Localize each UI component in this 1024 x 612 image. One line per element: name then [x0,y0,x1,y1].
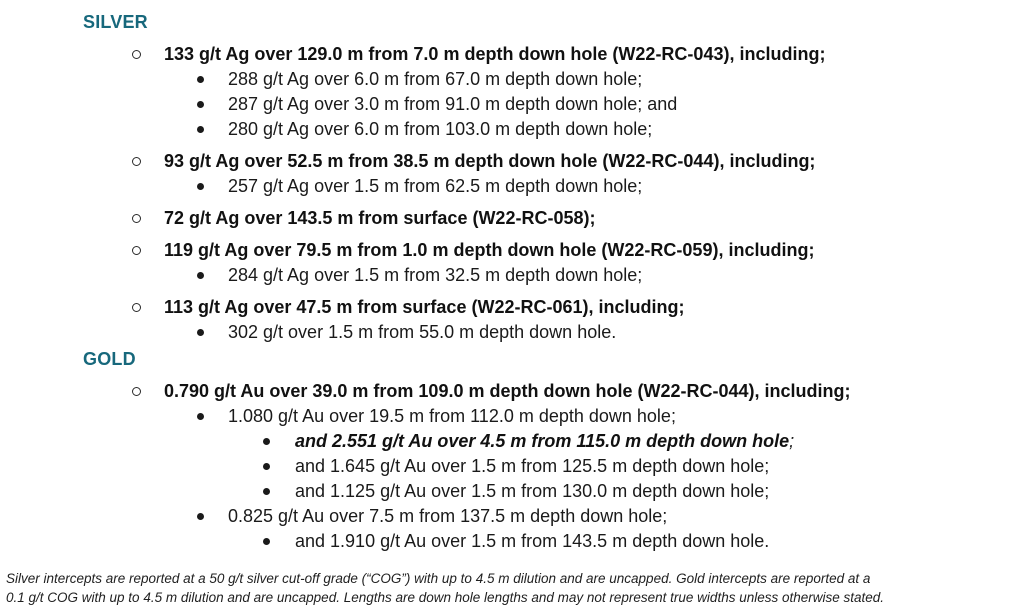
intercept-item [83,504,1016,529]
intercept-text: 257 g/t Ag over 1.5 m from 62.5 m depth down hole; [228,176,643,196]
intercept-text: 0.825 g/t Au over 7.5 m from 137.5 m depth down hole; [228,506,668,526]
circle-bullet-icon [132,246,141,255]
intercept-text: 284 g/t Ag over 1.5 m from 32.5 m depth down hole; [228,265,643,285]
intercept-item [83,429,1016,454]
disc-bullet-icon [263,488,270,495]
intercept-item [83,379,1016,404]
intercept-item [83,42,1016,67]
intercept-text: 0.790 g/t Au over 39.0 m from 109.0 m depth down hole (W22-RC-044), including; [164,381,851,401]
intercept-item [83,479,1016,504]
intercept-item [83,92,1016,117]
intercept-text: 280 g/t Ag over 6.0 m from 103.0 m depth down hole; [228,119,653,139]
intercept-text: 119 g/t Ag over 79.5 m from 1.0 m depth down hole (W22-RC-059), including; [164,240,815,260]
section-items [83,42,1016,345]
intercept-text: and 2.551 g/t Au over 4.5 m from 115.0 m depth down hole [295,431,790,451]
intercept-text: 287 g/t Ag over 3.0 m from 91.0 m depth down hole; and [228,94,678,114]
circle-bullet-icon [132,157,141,166]
disc-bullet-icon [197,126,204,133]
intercept-item [83,404,1016,429]
intercept-item [83,67,1016,92]
intercept-text: 288 g/t Ag over 6.0 m from 67.0 m depth down hole; [228,69,643,89]
disc-bullet-icon [197,272,204,279]
disc-bullet-icon [197,76,204,83]
intercept-text: and 1.125 g/t Au over 1.5 m from 130.0 m depth down hole; [295,481,770,501]
disc-bullet-icon [263,438,270,445]
intercept-item [83,149,1016,174]
section-heading: GOLD [83,349,136,369]
disc-bullet-icon [197,101,204,108]
intercept-text: 302 g/t over 1.5 m from 55.0 m depth down hole. [228,322,617,342]
section-items [83,379,1016,554]
footnote-line: Silver intercepts are reported at a 50 g/t silver cut-off grade (“COG”) with up to 4.5 m dilution and are uncapped. Gold intercepts are reported at a [6,571,871,586]
intercept-text: 93 g/t Ag over 52.5 m from 38.5 m depth down hole (W22-RC-044), including; [164,151,816,171]
intercept-text: 133 g/t Ag over 129.0 m from 7.0 m depth down hole (W22-RC-043), including; [164,44,826,64]
intercept-item [83,238,1016,263]
intercept-item [83,117,1016,142]
intercept-text: 1.080 g/t Au over 19.5 m from 112.0 m depth down hole; [228,406,676,426]
footnote [0,570,1024,607]
disc-bullet-icon [263,463,270,470]
disc-bullet-icon [263,538,270,545]
circle-bullet-icon [132,303,141,312]
intercept-item [83,174,1016,199]
intercept-text: 72 g/t Ag over 143.5 m from surface (W22-RC-058); [164,208,596,228]
metal-section [83,347,1016,554]
intercept-text: 113 g/t Ag over 47.5 m from surface (W22-RC-061), including; [164,297,685,317]
disc-bullet-icon [197,183,204,190]
circle-bullet-icon [132,387,141,396]
metal-section [83,10,1016,345]
intercept-item [83,454,1016,479]
intercept-item [83,529,1016,554]
intercept-item [83,263,1016,288]
intercept-text-suffix: ; [789,431,795,451]
disc-bullet-icon [197,329,204,336]
disc-bullet-icon [197,513,204,520]
section-heading: SILVER [83,12,148,32]
intercept-text: and 1.645 g/t Au over 1.5 m from 125.5 m depth down hole; [295,456,770,476]
intercept-text: and 1.910 g/t Au over 1.5 m from 143.5 m depth down hole. [295,531,770,551]
disc-bullet-icon [197,413,204,420]
circle-bullet-icon [132,50,141,59]
footnote-line: 0.1 g/t COG with up to 4.5 m dilution and are uncapped. Lengths are down hole lengths and may not represent true widths unless otherwise stated. [6,589,885,605]
circle-bullet-icon [132,214,141,223]
intercept-item [83,320,1016,345]
intercept-item [83,206,1016,231]
intercept-item [83,295,1016,320]
